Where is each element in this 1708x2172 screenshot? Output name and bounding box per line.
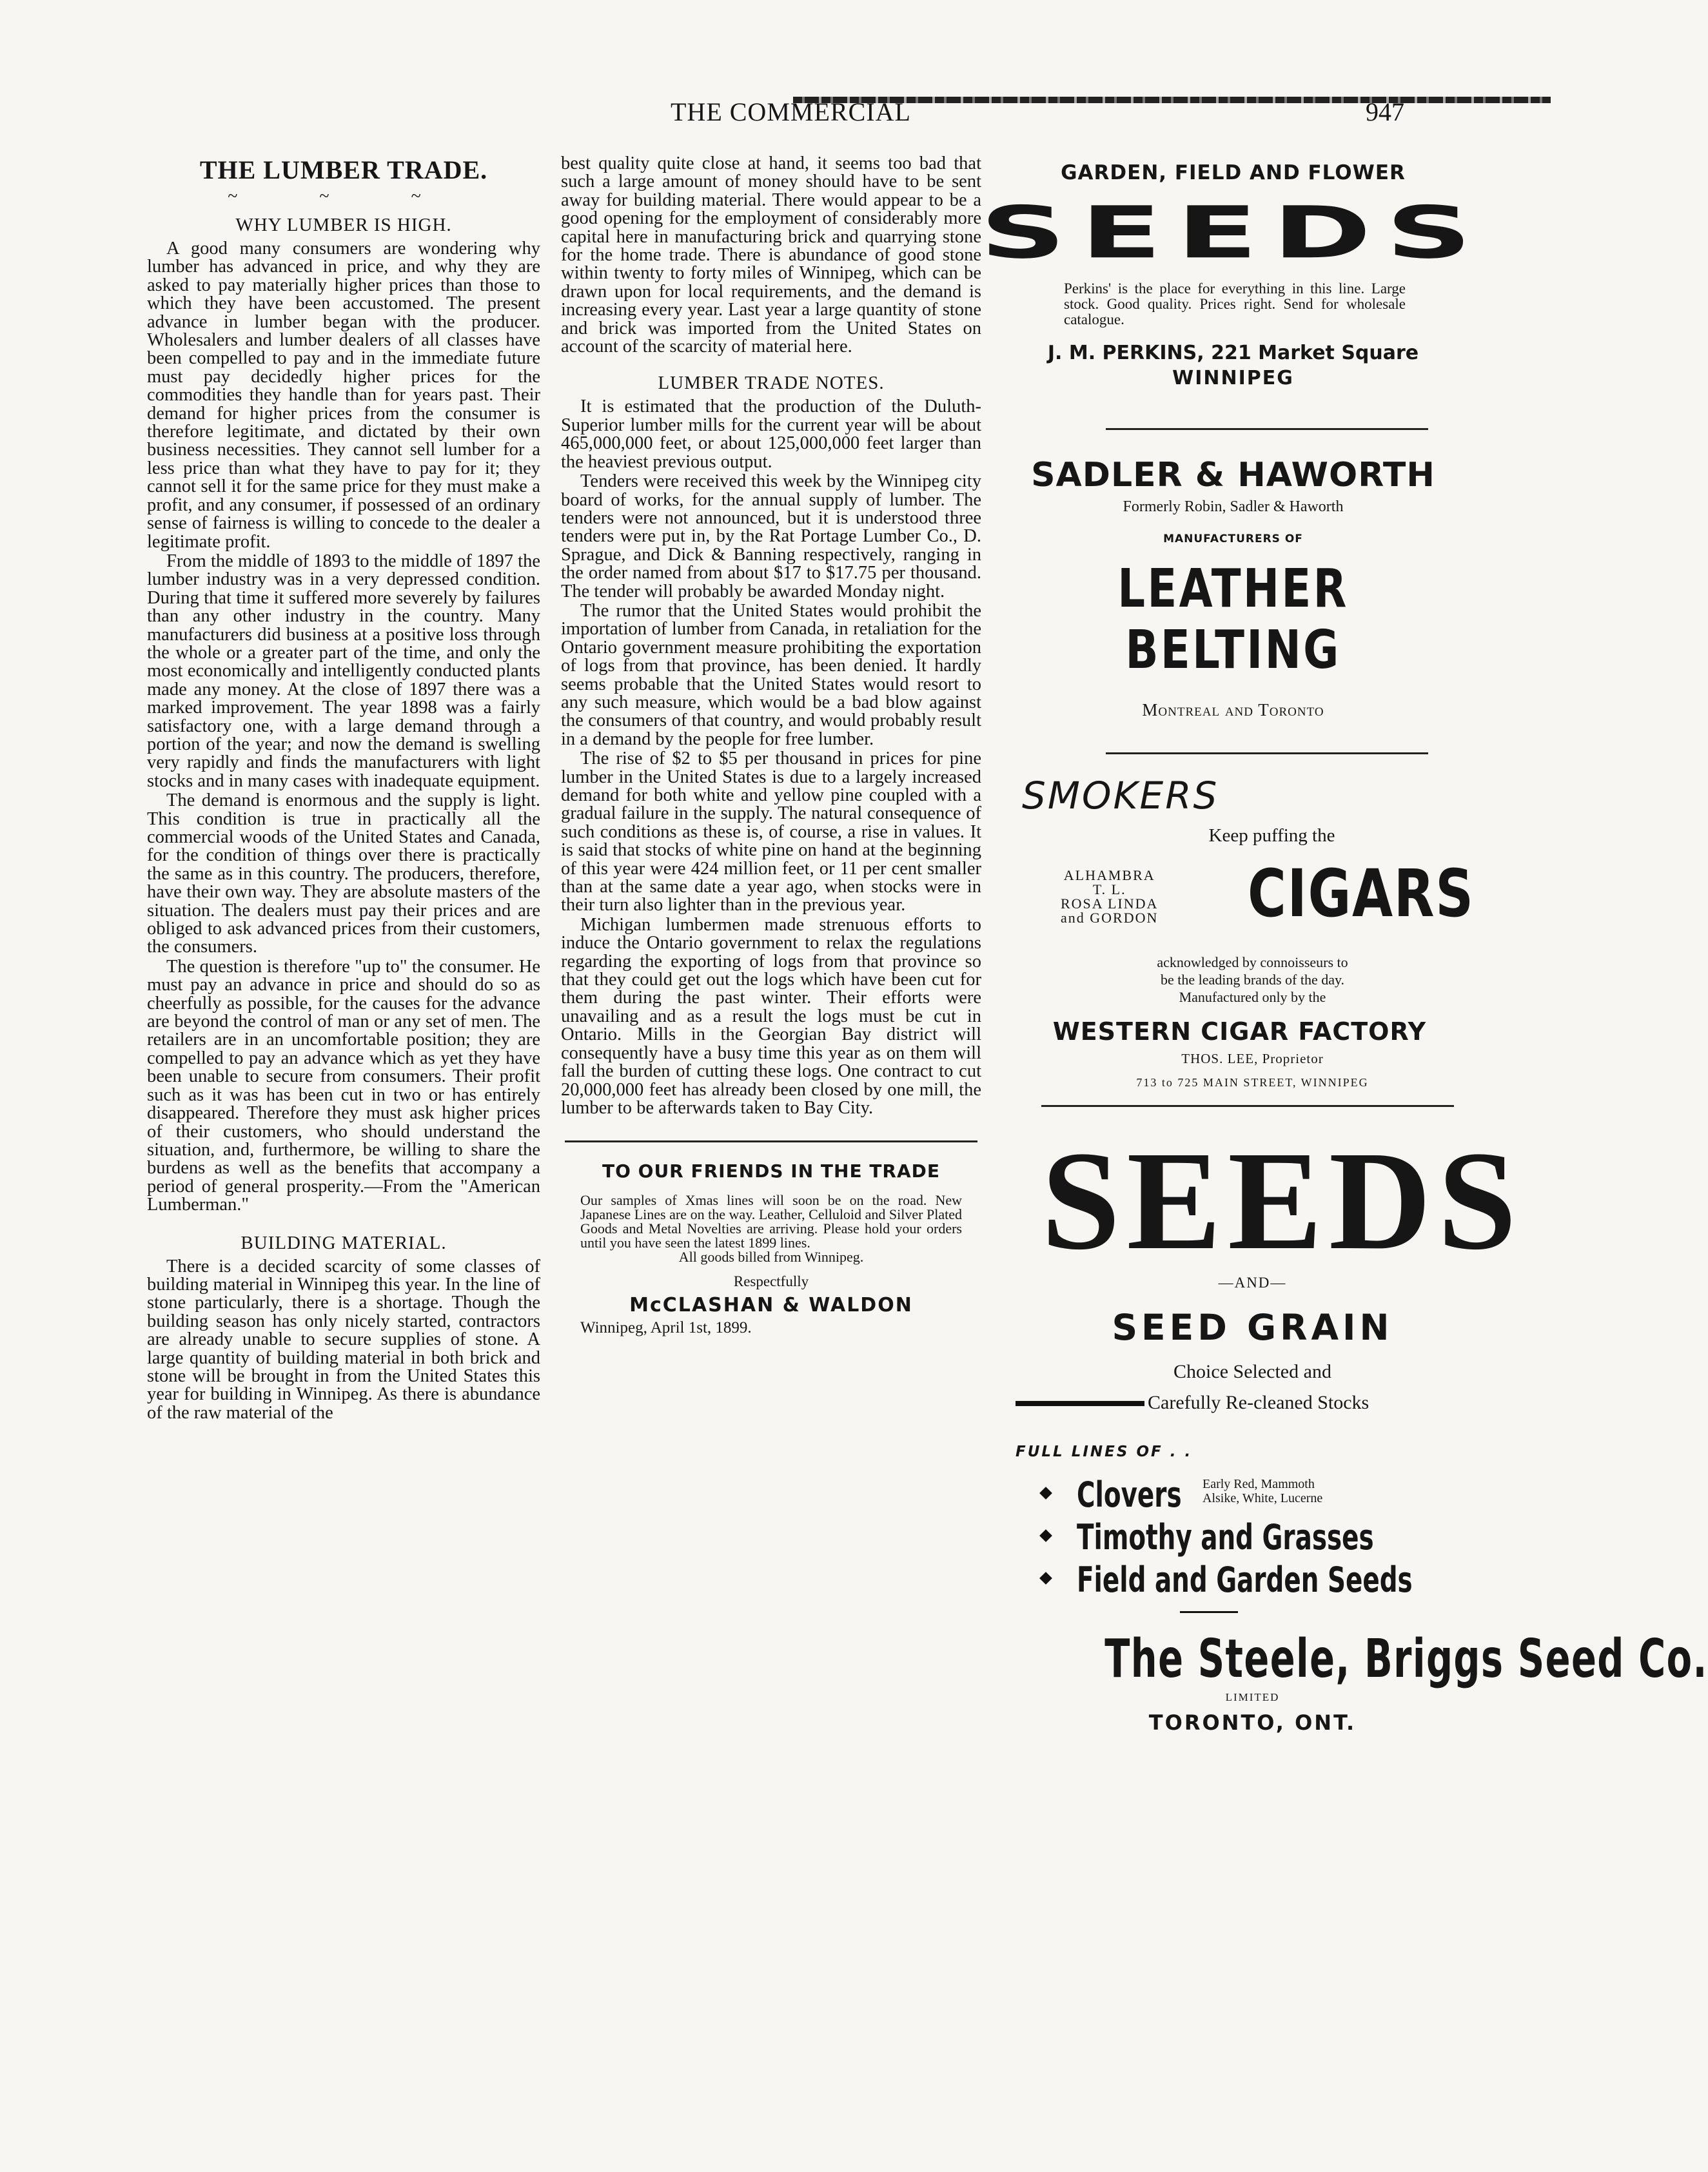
- cigar-ad-brand-list: [1061, 868, 1158, 925]
- steele-ad-seeds: SEEDS: [1041, 1122, 1524, 1279]
- perkins-ad-seeds: SEEDS: [979, 191, 1487, 275]
- article-paragraph: The demand is enormous and the supply is light. This condition is true in practically all the commercial woods of the United States and Canada, for the condition of things over there is practically the same as in this country. The producers, therefore, have their own way. They are absolute masters of the situation. The dealers must pay their prices and are obliged to ask advanced prices from their customers, the consumers.: [147, 790, 540, 957]
- divider: [1106, 752, 1428, 754]
- cigar-ad-ack-line: acknowledged by connoisseurs to: [1157, 954, 1348, 970]
- diamond-bullet-icon: [1039, 1529, 1052, 1542]
- page-number: 947: [1366, 97, 1404, 126]
- steele-ad-company: The Steele, Briggs Seed Co.: [1104, 1629, 1708, 1690]
- divider: [565, 1140, 977, 1142]
- seed-item: [1041, 1474, 1464, 1517]
- steele-ad-seed-grain: SEED GRAIN: [1112, 1307, 1393, 1348]
- cigar-ad-proprietor: THOS. LEE, Proprietor: [1181, 1051, 1324, 1066]
- sadler-ad-cities: Montreal and Toronto: [1142, 700, 1324, 719]
- seed-item-label: Field and Garden Seeds: [1077, 1560, 1413, 1600]
- cigar-brand: T. L.: [1092, 881, 1126, 897]
- cigar-ad-keep: Keep puffing the: [1208, 825, 1335, 846]
- cigar-brand: ALHAMBRA: [1063, 867, 1155, 883]
- seed-item-label: Clovers: [1077, 1474, 1182, 1515]
- perkins-ad-address: J. M. PERKINS, 221 Market Square: [1047, 342, 1419, 364]
- divider: [1041, 1105, 1454, 1107]
- respectfully: Respectfully: [733, 1273, 809, 1290]
- article-paragraph: best quality quite close at hand, it seems too bad that such a large amount of money should have to be sent away for building material. There would appear to be a good opening for the employment of considerably more capital here in manufacturing brick and quarrying stone for the home trade. There is abundance of good stone within twenty to forty miles of Winnipeg, which can be drawn upon for local requirements, and the demand is increasing every year. Last year a large quantity of stone and brick was imported from the United States on account of the scarcity of material here.: [561, 153, 981, 357]
- cigar-ad-factory: WESTERN CIGAR FACTORY: [1052, 1017, 1427, 1046]
- article-paragraph: The rise of $2 to $5 per thousand in prices for pine lumber in the United States is due to a largely increased demand for both white and yellow pine coupled with a gradual failure in the supply. The natural consequence of such conditions as these is, of course, a rise in values. It is said that stocks of white pine on hand at the beginning of this year were 424 million feet, or 11 per cent smaller than at the same date a year ago, when stocks were in their turn also lighter than in the previous year.: [561, 748, 981, 915]
- steele-ad-carefully: Carefully Re-cleaned Stocks: [1148, 1392, 1369, 1413]
- article-paragraph: From the middle of 1893 to the middle of 1897 the lumber industry was in a very depressed condition. During that time it suffered more severely by failures than any other industry in the country. Many manufacturers did business at a positive loss through the whole or a greater part of the time, and only the most economically and intelligently conducted plants made any money. At the close of 1897 there was a marked improvement. The year 1898 was a fairly satisfactory one, with a large demand through a portion of the year; and now the demand is swelling very rapidly and finds the manufacturers with light stocks and in many cases with inadequate equipment.: [147, 551, 540, 791]
- right-column: [979, 161, 1708, 1735]
- cigar-ad-cigars: CIGARS: [1248, 856, 1475, 932]
- cigar-ad-brand-row: [1003, 856, 1475, 939]
- steele-briggs-ad: [1003, 1122, 1708, 1735]
- diamond-bullet-icon: [1039, 1487, 1052, 1500]
- sadler-ad-formerly: Formerly Robin, Sadler & Haworth: [1123, 498, 1344, 515]
- title-ornament: ~ ~ ~: [228, 186, 460, 206]
- article-subhead: WHY LUMBER IS HIGH.: [235, 215, 452, 235]
- cigar-ad-ack-line: Manufactured only by the: [1179, 989, 1326, 1005]
- perkins-ad-heading: GARDEN, FIELD AND FLOWER: [1061, 161, 1406, 184]
- seed-item: [1041, 1517, 1464, 1560]
- running-head: THE COMMERCIAL: [671, 97, 911, 126]
- steele-ad-full-lines: FULL LINES OF . .: [1016, 1443, 1193, 1460]
- diamond-bullet-icon: [1039, 1572, 1052, 1585]
- seed-item-note: Early Red, Mammoth Alsike, White, Lucerne: [1202, 1477, 1323, 1505]
- friends-notice-text: All goods billed from Winnipeg.: [678, 1249, 864, 1266]
- friends-notice-title: TO OUR FRIENDS IN THE TRADE: [602, 1160, 941, 1182]
- perkins-ad-city: WINNIPEG: [1172, 367, 1294, 389]
- article-paragraph: The rumor that the United States would prohibit the importation of lumber from Canada, in retaliation for the Ontario government measure prohibiting the exportation of logs from that province, has been denied. It hardly seems probable that the United States would resort to any such measure, which would be a bad blow against the consumers of that country, and would probably result in a demand by the people for free lumber.: [561, 600, 981, 749]
- cigar-ad-street: 713 to 725 MAIN STREET, WINNIPEG: [1136, 1076, 1369, 1089]
- cigar-ad-smokers: SMOKERS: [1022, 774, 1219, 817]
- article-paragraph: Michigan lumbermen made strenuous efforts to induce the Ontario government to relax the regulations regarding the exporting of logs from that province so that they could get out the logs which have been cut for them during the past winter. Their efforts were unavailing and as a result the logs must be cut in Ontario. Mills in the Georgian Bay district will consequently have a busy time this year as on them will fall the burden of cutting these logs. One contract to cut 20,000,000 feet has already been closed by one mill, the lumber to be afterwards taken to Bay City.: [561, 914, 981, 1118]
- friends-notice: [561, 1160, 981, 1337]
- article-paragraph: The question is therefore "up to" the consumer. He must pay an advance in price and should do so as cheerfully as possible, for the causes for the advance are beyond the control of man or any set of men. The retailers are in an uncomfortable position; they are compelled to pay an advance which as yet they have been unable to secure from consumers. Their profit such as it was has been cut in two or has entirely disappeared. Therefore they must ask higher prices of their customers, who should understand the situation, and, furthermore, be willing to share the burdens as well as the benefits that accompany a period of general prosperity.—From the "American Lumberman.": [147, 956, 540, 1215]
- middle-column: [561, 155, 981, 1337]
- steele-ad-carefully-row: [1003, 1392, 1464, 1418]
- article-paragraph: It is estimated that the production of the Duluth-Superior lumber mills for the current year will be about 465,000,000 feet, or about 125,000,000 feet larger than the heaviest previous output.: [561, 396, 981, 472]
- dateline: Winnipeg, April 1st, 1899.: [580, 1319, 752, 1337]
- article-paragraph: There is a decided scarcity of some classes of building material in Winnipeg this year. In the line of stone particularly, there is a shortage. Though the building season has only nicely started, contractors are already unable to secure supplies of stone. A large quantity of building material in both brick and stone will be brought in from the United States this year for building in Winnipeg. As there is abundance of the raw material of the: [147, 1256, 540, 1423]
- article-paragraph: A good many consumers are wondering why lumber has advanced in price, and why they are asked to pay materially higher prices than those to which they have been accustomed. The present advance in lumber began with the producer. Wholesalers and lumber dealers of all classes have been compelled to pay and in the immediate future must pay decidedly higher prices for the commodities they handle than for years past. Their demand for higher prices from the consumer is therefore legitimate, and dictated by their own business necessities. They cannot sell lumber for a less price than what they have to pay for it; they cannot sell it for the same price for they must make a profit, and any consumer, if possessed of an ordinary sense of fairness is willing to concede to the dealer a legitimate profit.: [147, 239, 540, 552]
- lumber-notes-title: LUMBER TRADE NOTES.: [658, 373, 885, 394]
- sadler-ad: [1003, 456, 1464, 720]
- cigar-ad: [1003, 774, 1475, 1090]
- steele-ad-city: TORONTO, ONT.: [1148, 1710, 1357, 1735]
- perkins-ad-text: Perkins' is the place for everything in this line. Large stock. Good quality. Prices right. Send for wholesale catalogue.: [1064, 280, 1406, 328]
- sadler-ad-leather-belting: LEATHER BELTING: [1117, 558, 1349, 681]
- seed-item-label: Timothy and Grasses: [1077, 1517, 1374, 1558]
- steele-ad-choice: Choice Selected and: [1173, 1361, 1331, 1382]
- friends-notice-text: Our samples of Xmas lines will soon be on the road. New Japanese Lines are on the way. Leather, Celluloid and Silver Plated Goods and Metal Novelties are arriving. Please hold your orders until you have seen the latest 1899 lines.: [580, 1192, 962, 1251]
- left-column: [147, 155, 540, 1422]
- sadler-ad-manufacturers: MANUFACTURERS OF: [1163, 533, 1303, 545]
- cigar-ad-acknowledgement: [1041, 954, 1464, 1006]
- signature: McCLASHAN & WALDON: [629, 1294, 913, 1317]
- perkins-ad: [979, 161, 1487, 389]
- seed-item: [1041, 1560, 1464, 1602]
- decorative-bar: [1016, 1401, 1144, 1406]
- article-title: THE LUMBER TRADE.: [199, 155, 488, 184]
- steele-ad-and: —AND—: [1218, 1275, 1287, 1291]
- cigar-brand: and GORDON: [1061, 910, 1159, 926]
- sadler-ad-name: SADLER & HAWORTH: [1031, 456, 1435, 494]
- steele-ad-limited: LIMITED: [1225, 1691, 1280, 1703]
- divider: [1106, 428, 1428, 430]
- article-paragraph: Tenders were received this week by the Winnipeg city board of works, for the annual supply of lumber. The tenders were not announced, but it is understood three tenders were put in, by the Rat Portage Lumber Co., D. Sprague, and Dick & Banning respectively, ranging in the order named from about $17 to $17.75 per thousand. The tender will probably be awarded Monday night.: [561, 471, 981, 602]
- divider: [1180, 1611, 1238, 1613]
- cigar-brand: ROSA LINDA: [1061, 895, 1159, 912]
- building-material-title: BUILDING MATERIAL.: [240, 1232, 447, 1253]
- page-header: [0, 97, 1551, 135]
- cigar-ad-ack-line: be the leading brands of the day.: [1160, 972, 1345, 988]
